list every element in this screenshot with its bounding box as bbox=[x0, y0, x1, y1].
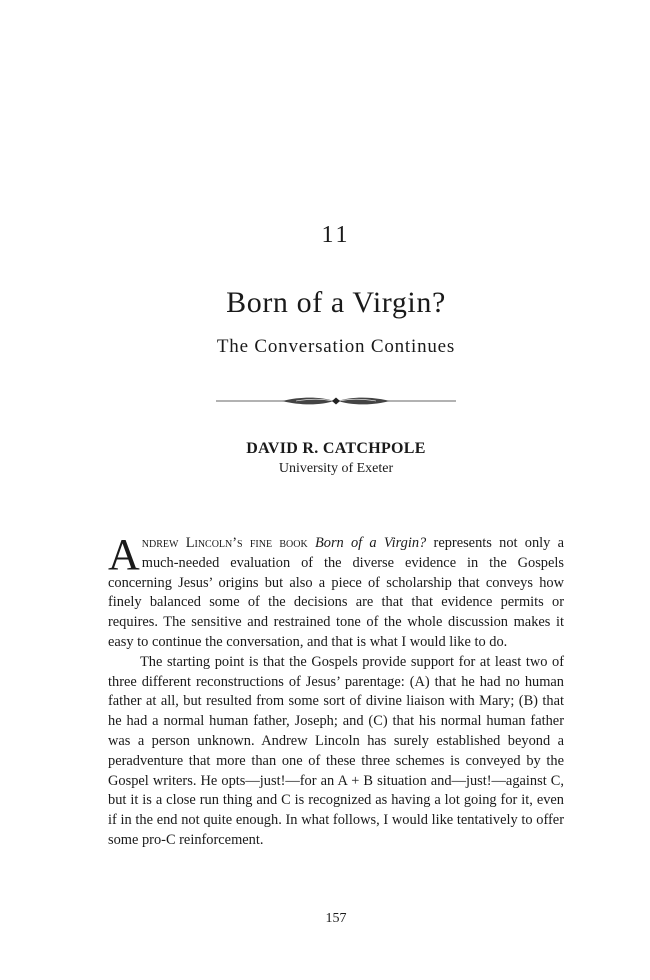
paragraph-2: The starting point is that the Gospels provide support for at least two of three different reconstructions of Jesus’ parentage: (A) that he had no human father at all, but resulted from some sort of divine liaison with Mary; (B) that he had a normal human father, Joseph; and (C) that his normal human father was a person unknown. Andrew Lincoln has surely established beyond a peradventure that more than one of these three schemes is conveyed by the Gospel writers. He opts—just!—for an A + B situation and—just!—against C, but it is a close run thing and C is recognized as having a lot going for it, even if in the end not quite enough. In what follows, I would like tentatively to offer some pro-C reinforcement. bbox=[108, 653, 564, 848]
chapter-title: Born of a Virgin? bbox=[226, 286, 446, 319]
chapter-subtitle: The Conversation Continues bbox=[216, 336, 456, 357]
opening-small-caps: ndrew Lincoln’s fine book bbox=[141, 535, 308, 551]
decorative-rule-icon bbox=[216, 392, 456, 410]
author-name: DAVID R. CATCHPOLE bbox=[246, 440, 426, 457]
page-number: 157 bbox=[325, 911, 347, 926]
paragraph-1 bbox=[108, 530, 564, 653]
paragraph-1-text: represents not only a much-needed evaluation of the diverse evidence in the Gospels concerning Jesus’ origins but also a piece of scholarship that conveys how finely balanced some of the decisions are that that evidence permits or requires. The sensitive and restrained tone of the whole discussion makes it easy to continue the conversation, and that is what I would like to do. bbox=[108, 535, 564, 650]
book-title: Born of a Virgin? bbox=[314, 535, 427, 551]
body-text bbox=[108, 530, 564, 851]
author-affiliation: University of Exeter bbox=[278, 461, 394, 476]
drop-cap: A bbox=[108, 530, 140, 579]
chapter-number: 11 bbox=[321, 222, 351, 248]
